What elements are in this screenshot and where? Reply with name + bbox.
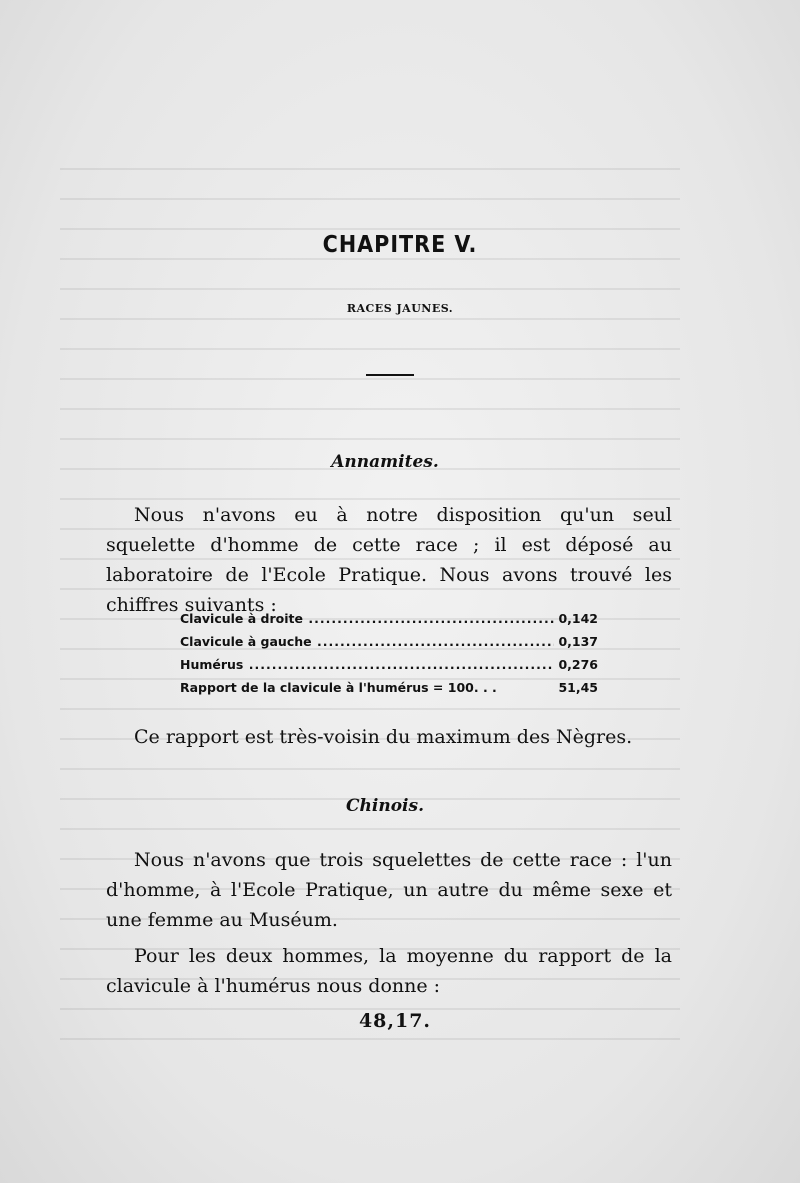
measure-row-clavicle-right [180, 611, 598, 634]
measure-label: Humérus ..... [180, 657, 554, 672]
measure-row-clavicle-left [180, 634, 598, 657]
annamites-heading: Annamites. [331, 452, 439, 472]
measure-label: Clavicule à droite ..... [180, 611, 554, 626]
measurements-table [180, 611, 598, 703]
annamites-paragraph: Nous n'avons eu à notre disposition qu'un seul squelette d'homme de cette race ; il est déposé au laboratoire de l'Ecole Pratique. Nous avons trouvé les chiffres suivants : [106, 504, 672, 616]
measure-value: 0,276 [558, 657, 598, 672]
ratio-label: Rapport de la clavicule à l'humérus = 100. . . [180, 680, 497, 695]
ratio-row [180, 680, 598, 703]
measure-value: 0,142 [558, 611, 598, 626]
chinois-paragraph-2: Pour les deux hommes, la moyenne du rapport de la clavicule à l'humérus nous donne : [106, 945, 672, 997]
section-divider [366, 374, 414, 376]
chapter-title: CHAPITRE V. [322, 232, 478, 258]
ratio-result: 48,17. [358, 1010, 432, 1032]
measure-label: Clavicule à gauche ..... [180, 634, 554, 649]
chinois-heading: Chinois. [346, 796, 424, 816]
ratio-value: 51,45 [558, 680, 598, 695]
annamites-conclusion: Ce rapport est très-voisin du maximum des Nègres. [134, 726, 633, 748]
measure-value: 0,137 [558, 634, 598, 649]
chinois-paragraph-1: Nous n'avons que trois squelettes de cette race : l'un d'homme, à l'Ecole Pratique, un autre du même sexe et une femme au Muséum. [106, 849, 672, 931]
section-title: RACES JAUNES. [346, 302, 454, 315]
measure-row-humerus [180, 657, 598, 680]
